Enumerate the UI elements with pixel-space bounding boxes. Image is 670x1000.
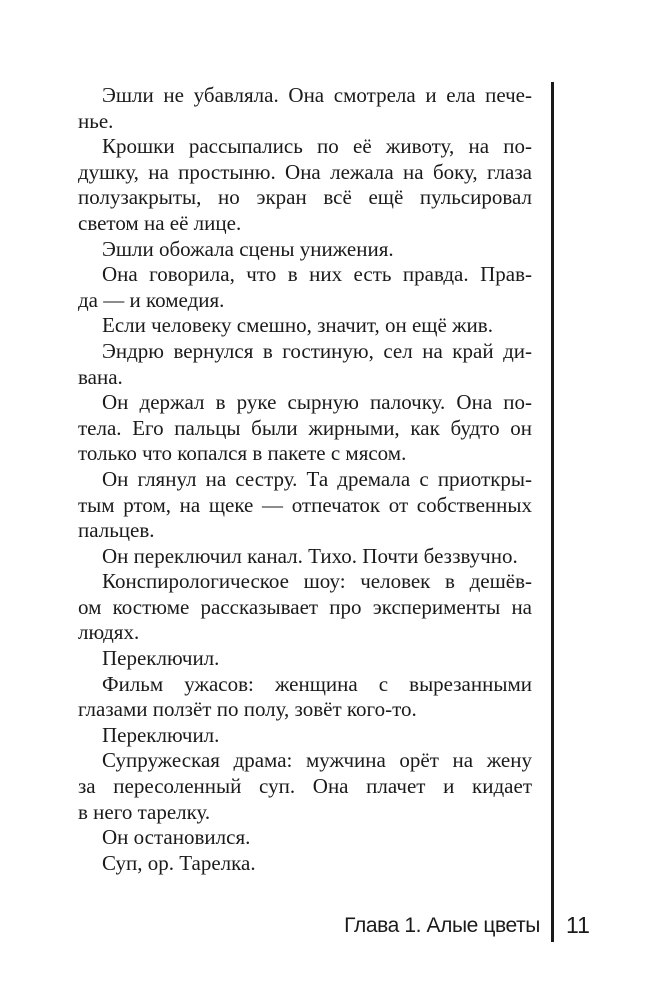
text-line: нье.: [78, 108, 114, 133]
text-line: Он держал в руке сырную палочку. Она по-: [102, 390, 532, 415]
vertical-rule: [551, 82, 554, 942]
text-line: Супружеская драма: мужчина орёт на жену: [102, 748, 532, 773]
text-line: Фильм ужасов: женщина с вырезанными: [102, 671, 532, 696]
text-line: за пересоленный суп. Она плачет и кидает: [78, 774, 532, 799]
text-line: Конспирологическое шоу: человек в дешёв-: [102, 569, 532, 594]
text-line: Эшли обожала сцены унижения.: [102, 236, 394, 261]
text-line: да — и комедия.: [78, 287, 225, 312]
text-line: Суп, ор. Тарелка.: [102, 850, 256, 875]
text-line: тела. Его пальцы были жирными, как будто он: [78, 415, 532, 440]
text-line: тым ртом, на щеке — отпечаток от собственных: [78, 492, 532, 517]
text-line: Она говорила, что в них есть правда. Прав-: [102, 262, 532, 287]
text-line: только что копался в пакете с мясом.: [78, 441, 407, 466]
running-footer-chapter: Глава 1. Алые цветы: [344, 914, 540, 937]
text-line: пальцев.: [78, 518, 155, 543]
text-line: полузакрыты, но экран всё ещё пульсировал: [78, 185, 532, 210]
text-line: Он остановился.: [102, 825, 251, 850]
text-line: Эшли не убавляла. Она смотрела и ела пече-: [102, 83, 532, 107]
text-line: людях.: [78, 620, 140, 645]
text-line: в него тарелку.: [78, 799, 211, 824]
text-line: Если человеку смешно, значит, он ещё жив.: [102, 313, 493, 338]
text-line: Он глянул на сестру. Та дремала с приоткры-: [102, 466, 532, 491]
text-line: светом на её лице.: [78, 210, 242, 235]
text-line: Переключил.: [102, 722, 220, 747]
text-line: душку, на простыню. Она лежала на боку, глаза: [78, 159, 532, 184]
text-line: Эндрю вернулся в гостиную, сел на край ди-: [102, 338, 532, 363]
text-line: ом костюме рассказывает про эксперименты на: [78, 594, 532, 619]
body-text: [78, 83, 532, 876]
text-line: Он переключил канал. Тихо. Почти беззвучно.: [102, 543, 518, 568]
text-line: Переключил.: [102, 646, 220, 671]
text-line: глазами ползёт по полу, зовёт кого-то.: [78, 697, 417, 722]
page-number: 11: [566, 912, 590, 938]
text-line: Крошки рассыпались по её животу, на по-: [102, 134, 532, 159]
text-line: вана.: [78, 364, 123, 389]
